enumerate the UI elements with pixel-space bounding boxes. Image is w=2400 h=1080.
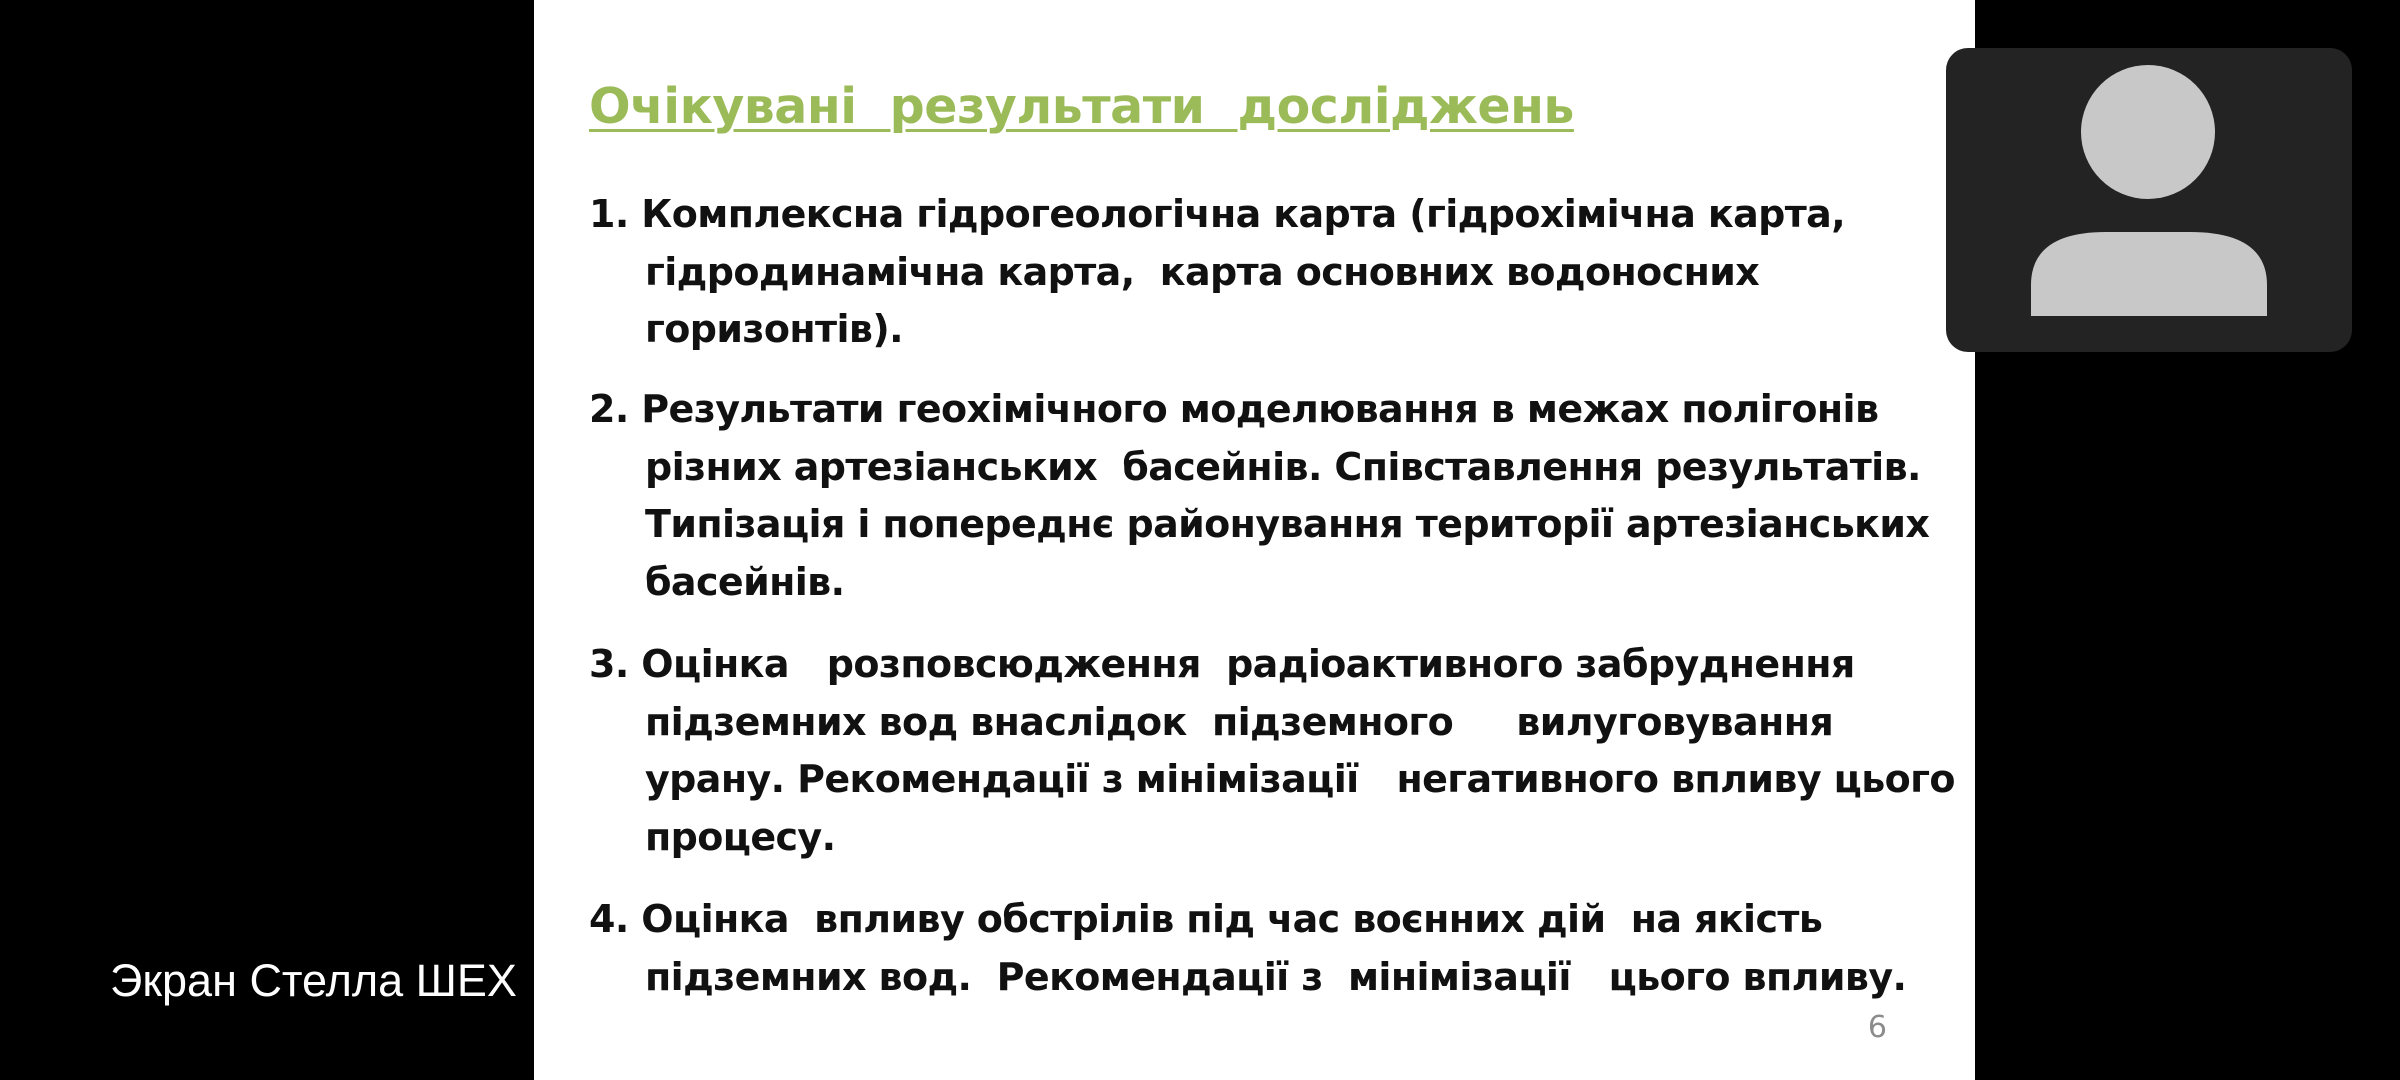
slide-item-1-line-3: горизонтів). bbox=[645, 307, 903, 351]
slide-title: Очікувані результати досліджень bbox=[589, 78, 1574, 135]
slide-item-3-line-3: урану. Рекомендації з мінімізації негативного впливу цього bbox=[645, 757, 1955, 801]
presenter-screen-label: Экран Стелла ШЕХ bbox=[110, 955, 517, 1006]
slide-item-1-line-1: 1. Комплексна гідрогеологічна карта (гідрохімічна карта, bbox=[589, 192, 1846, 236]
slide-item-2-line-3: Типізація і попереднє районування території артезіанських bbox=[645, 502, 1930, 546]
slide-item-1-line-2: гідродинамічна карта, карта основних водоносних bbox=[645, 249, 1760, 294]
slide-list-item-3 bbox=[589, 636, 1959, 866]
slide-item-4-line-1: 4. Оцінка впливу обстрілів під час воєнних дій на якість bbox=[589, 897, 1823, 941]
slide-item-2-line-4: басейнів. bbox=[645, 559, 845, 604]
slide-item-4-line-2: підземних вод. Рекомендації з мінімізації цього впливу. bbox=[645, 954, 1907, 999]
slide-item-2-line-2: різних артезіанських басейнів. Співставлення результатів. bbox=[645, 444, 1921, 489]
slide-item-2-line-1: 2. Результати геохімічного моделювання в межах полігонів bbox=[589, 387, 1879, 431]
slide-item-3-line-2: підземних вод внаслідок підземного вилуговування bbox=[645, 699, 1834, 744]
shared-slide bbox=[534, 0, 1975, 1080]
avatar-placeholder-icon bbox=[1946, 48, 2352, 352]
slide-page-number: 6 bbox=[1867, 1010, 1887, 1045]
slide-list-item-4 bbox=[589, 891, 1959, 1006]
slide-item-3-line-1: 3. Оцінка розповсюдження радіоактивного забруднення bbox=[589, 642, 1855, 686]
slide-list-item-1 bbox=[589, 186, 1959, 359]
slide-list-item-2 bbox=[589, 381, 1959, 611]
participant-video-tile[interactable] bbox=[1946, 48, 2352, 352]
slide-item-3-line-4: процесу. bbox=[645, 814, 836, 859]
